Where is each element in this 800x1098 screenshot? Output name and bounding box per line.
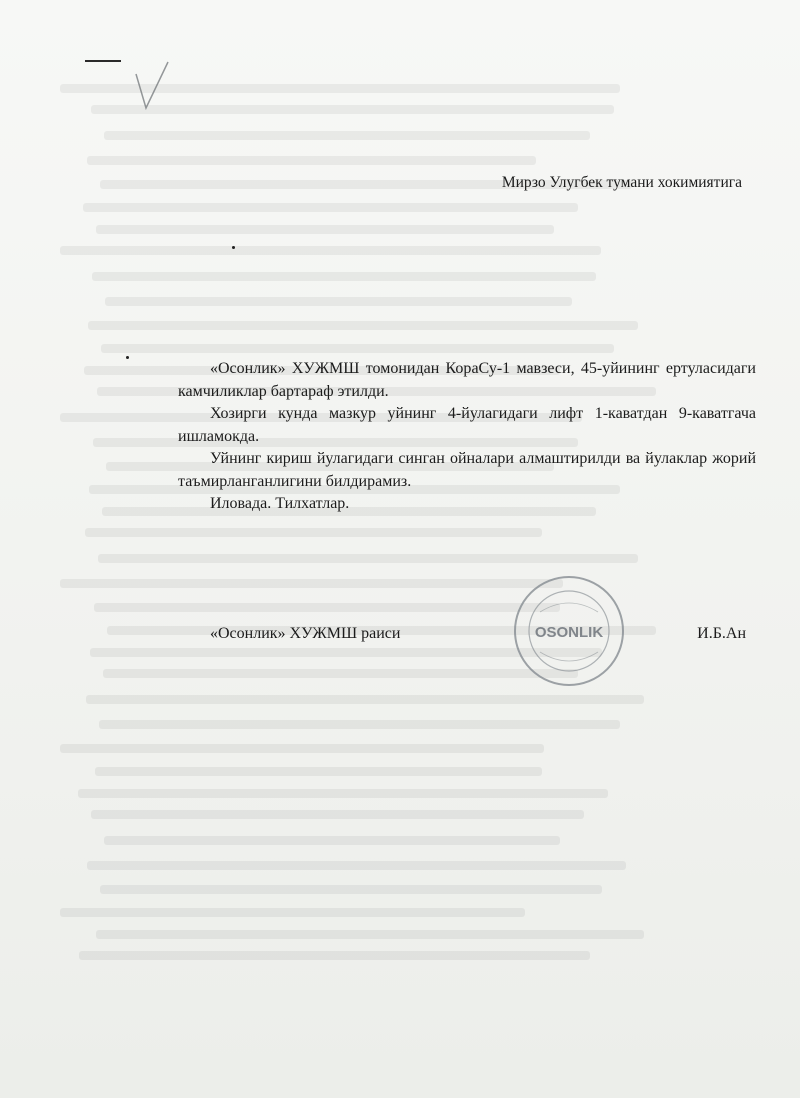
paragraph: Уйнинг кириш йулагидаги синган ойналари алмаштирилди ва йулаклар жорий таъмирланганлигини билдирамиз. bbox=[178, 450, 756, 490]
bleed-line bbox=[60, 744, 544, 753]
bleed-line bbox=[100, 885, 602, 894]
bleed-line bbox=[104, 836, 560, 845]
organization-seal bbox=[510, 572, 628, 690]
ink-dot bbox=[232, 246, 235, 249]
bleed-line bbox=[79, 951, 590, 960]
ink-dot bbox=[126, 356, 129, 359]
bleed-line bbox=[86, 695, 644, 704]
bleed-line bbox=[103, 669, 578, 678]
bleed-line bbox=[91, 810, 584, 819]
bleed-line bbox=[105, 297, 572, 306]
bleed-line bbox=[60, 246, 601, 255]
bleed-line bbox=[98, 554, 638, 563]
signatory-name: И.Б.Ан bbox=[697, 625, 746, 642]
bleed-line bbox=[78, 789, 608, 798]
paragraph: «Осонлик» ХУЖМШ томонидан КораСу-1 мавзеси, 45-уйининг ертуласидаги камчиликлар бартараф этилди. bbox=[178, 360, 756, 400]
check-mark-icon bbox=[132, 60, 172, 120]
bleed-line bbox=[99, 720, 620, 729]
bleed-line bbox=[87, 861, 626, 870]
reverse-side-bleed-through bbox=[60, 60, 760, 980]
recipient-line: Мирзо Улугбек тумани хокимиятига bbox=[501, 174, 742, 191]
bleed-line bbox=[85, 528, 542, 537]
bleed-line bbox=[94, 603, 560, 612]
bleed-line bbox=[88, 321, 638, 330]
paragraph: Хозирги кунда мазкур уйнинг 4-йулагидаги лифт 1-каватдан 9-каватгача ишламокда. bbox=[178, 405, 756, 445]
bleed-line bbox=[92, 272, 596, 281]
bleed-line bbox=[95, 767, 542, 776]
bleed-line bbox=[96, 930, 644, 939]
bleed-line bbox=[60, 579, 563, 588]
bleed-line bbox=[104, 131, 590, 140]
attachment-note: Иловада. Тилхатлар. bbox=[210, 495, 350, 512]
svg-text:OSONLIK: OSONLIK bbox=[534, 624, 604, 641]
bleed-line bbox=[83, 203, 578, 212]
corner-rule bbox=[85, 60, 121, 62]
bleed-line bbox=[87, 156, 536, 165]
bleed-line bbox=[60, 908, 525, 917]
bleed-line bbox=[96, 225, 554, 234]
bleed-line bbox=[101, 344, 614, 353]
signatory-role: «Осонлик» ХУЖМШ раиси bbox=[210, 625, 401, 642]
letter-body bbox=[178, 358, 756, 516]
